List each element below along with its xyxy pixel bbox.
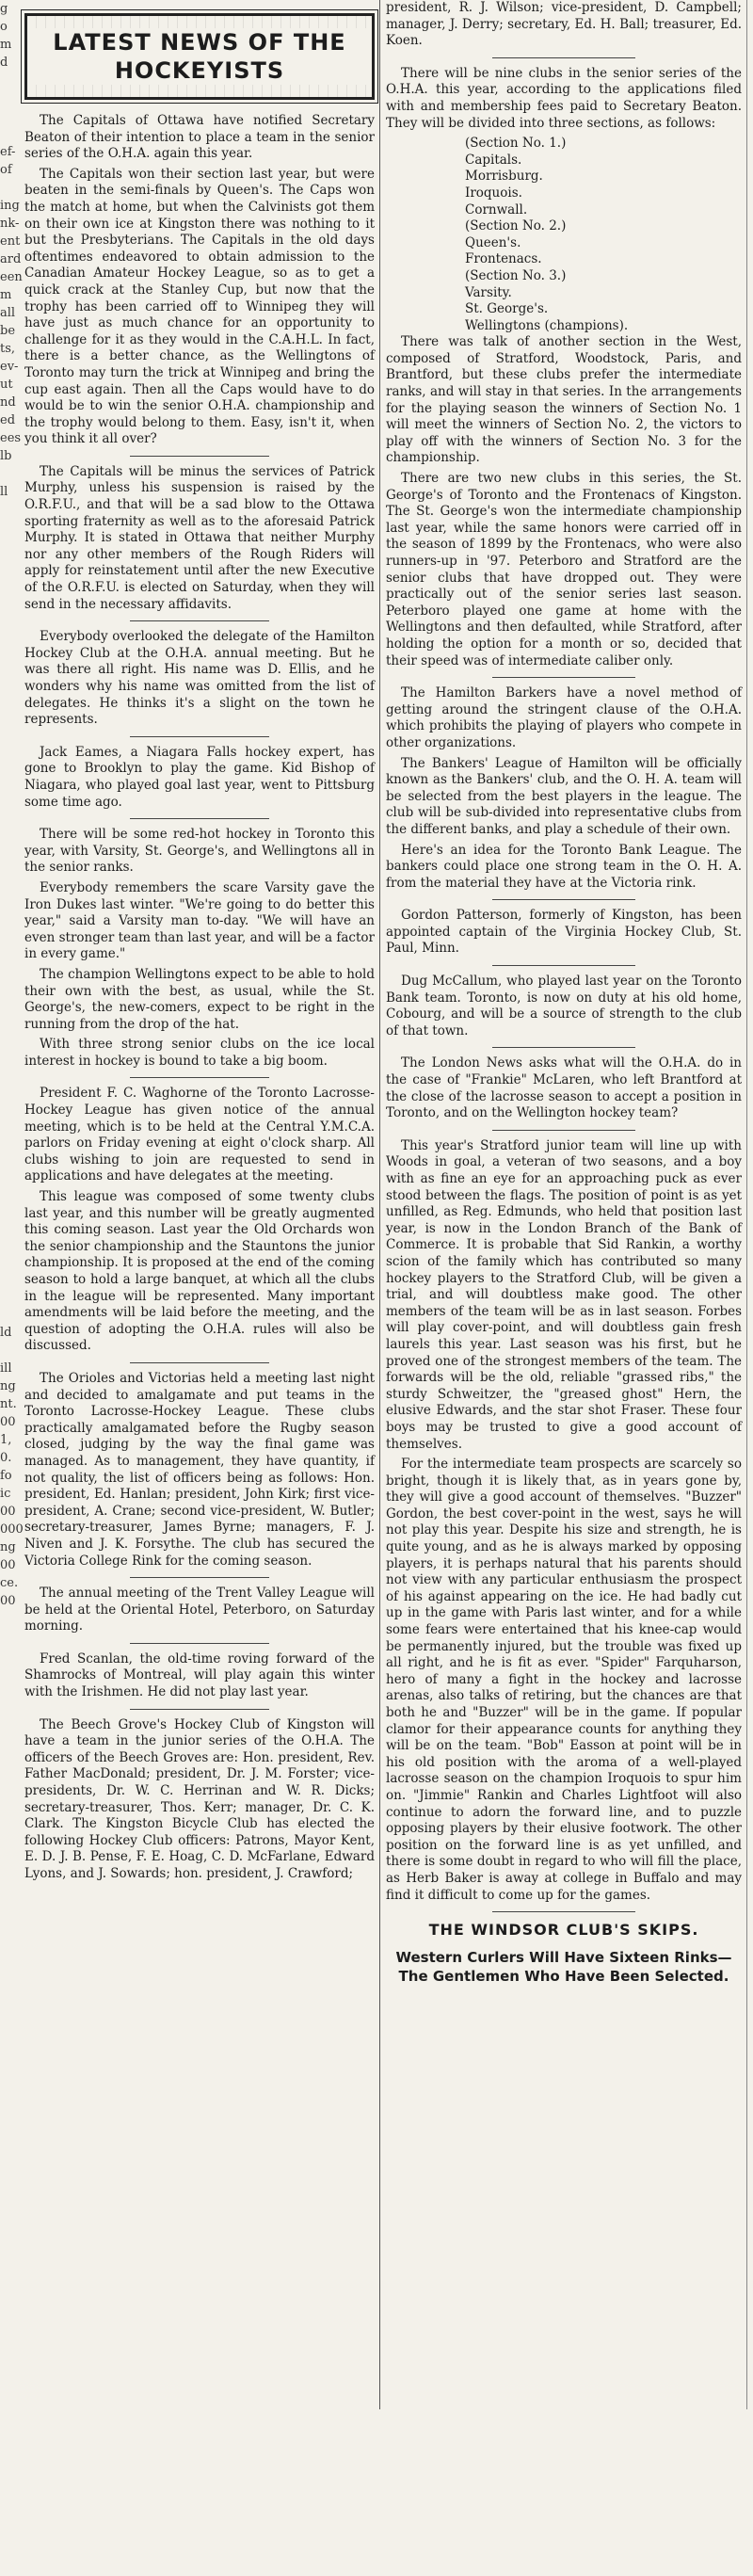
subhead-deck: Western Curlers Will Have Sixteen Rinks—The Gentlemen Who Have Been Selected. bbox=[395, 1948, 732, 1985]
margin-fragment bbox=[0, 1020, 19, 1038]
margin-fragment bbox=[0, 680, 19, 698]
section-list-item: Wellingtons (champions). bbox=[465, 317, 629, 333]
margin-fragment: ed bbox=[0, 413, 16, 427]
margin-fragment bbox=[0, 877, 19, 894]
margin-fragment bbox=[0, 2093, 19, 2111]
article-paragraph: The Capitals won their section last year, but were beaten in the semi-finals by Queen's. The Caps won the match at home, but when the Calvinists got them on their own ice at Kingston there was nothing to it but the Presbyterians. The Capitals in the old days oftentimes endeavored to obtain admission to the Canadian Amateur Hockey League, so as to get a quick crack at the Stanley Cup, but now that the trophy has been carried off to Winnipeg they will have just as much chance for an opportunity to challenge for it as they would in the C.A.H.L. In fact, there is a better chance, as the Wellingtons of Toronto may turn the trick at Winnipeg and bring the cup east again. Then all the Caps would have to do would be to win the senior O.H.A. championship and the trophy would belong to them. Easy, isn't it, when you think it all over? bbox=[24, 166, 375, 447]
margin-fragment bbox=[0, 1646, 19, 1664]
separator-rule bbox=[130, 736, 270, 737]
margin-fragment bbox=[0, 805, 19, 823]
separator-rule bbox=[130, 620, 270, 621]
article-paragraph: The Orioles and Victorias held a meeting last night and decided to amalgamate and put teams in the Toronto Lacrosse-Hockey League. These clubs practically amalgamated before the Rugby season closed, judging by the way the final game was managed. As to management, they have quantity, if not quality, the list of officers being as follows: Hon. president, Ed. Hanlan; president, John Kirk; first vice-president, A. Crane; second vice-president, W. Butler; secretary-treasurer, James Byrne; managers, F. J. Niven and J. K. Forsythe. The club has secured the Victoria College Rink for the coming season. bbox=[24, 1370, 375, 1569]
article-paragraph: There was talk of another section in the West, composed of Stratford, Woodstock, Paris, and Brantford, but these clubs prefer the intermediate ranks, and will stay in that series. In the arrangements for the playing season the winners of Section No. 1 will meet the winners of Section No. 2, the victors to play off with the winners of Section No. 3 for the championship. bbox=[386, 334, 742, 466]
margin-fragment bbox=[0, 859, 19, 877]
margin-fragment bbox=[0, 2182, 19, 2200]
separator-rule bbox=[492, 1130, 634, 1131]
margin-fragment bbox=[0, 2326, 19, 2343]
margin-fragment bbox=[0, 769, 19, 787]
margin-fragment: all bbox=[0, 306, 16, 320]
article-paragraph: There will be some red-hot hockey in Toronto this year, with Varsity, St. George's, and Wellingtons all in the senior ranks. bbox=[24, 827, 375, 876]
margin-fragment bbox=[0, 1682, 19, 1699]
section-list bbox=[465, 136, 742, 334]
article-paragraph: The Hamilton Barkers have a novel method of getting around the stringent clause of the O.H.A. which prohibits the playing of players who compete in other organizations. bbox=[386, 685, 742, 750]
section-list-item: (Section No. 3.) bbox=[465, 267, 567, 283]
margin-fragment bbox=[0, 2200, 19, 2218]
margin-fragment bbox=[0, 2361, 19, 2379]
separator-rule bbox=[130, 1709, 270, 1710]
margin-fragment bbox=[0, 1163, 19, 1181]
margin-fragment bbox=[0, 1843, 19, 1860]
margin-fragment: nk- bbox=[0, 217, 20, 231]
margin-fragment bbox=[0, 966, 19, 984]
margin-fragment bbox=[0, 2075, 19, 2093]
margin-fragment: nd bbox=[0, 395, 16, 410]
margin-fragment bbox=[0, 2451, 19, 2469]
margin-fragment bbox=[0, 1753, 19, 1771]
margin-fragment: m bbox=[0, 288, 12, 302]
margin-fragment bbox=[0, 2165, 19, 2182]
article-paragraph: Here's an idea for the Toronto Bank League. The bankers could place one strong team in the O. H. A. from the material they have at the Victoria rink. bbox=[386, 842, 742, 891]
margin-fragment bbox=[0, 2290, 19, 2308]
article-paragraph: Gordon Patterson, formerly of Kingston, has been appointed captain of the Virginia Hockey Club, St. Paul, Minn. bbox=[386, 908, 742, 957]
article-paragraph: The Capitals will be minus the services of Patrick Murphy, unless his suspension is raised by the O.R.F.U., and that will be a sad blow to the Ottawa sporting fraternity as well as to the aforesaid Patrick Murphy. It is stated in Ottawa that neither Murphy nor any other members of the Rough Riders will apply for reinstatement until after the new Executive of the O.R.F.U. is elected on Saturday, when they will send in the necessary affidavits. bbox=[24, 463, 375, 612]
section-list-item: Capitals. bbox=[465, 152, 522, 168]
margin-fragment bbox=[0, 1127, 19, 1145]
margin-fragment bbox=[0, 537, 19, 555]
separator-rule bbox=[130, 1077, 270, 1078]
margin-fragment bbox=[0, 787, 19, 805]
margin-fragment: ng bbox=[0, 1379, 16, 1393]
margin-fragment: 00 bbox=[0, 1415, 16, 1429]
margin-fragment bbox=[0, 1717, 19, 1735]
margin-fragment bbox=[0, 1002, 19, 1020]
margin-fragment bbox=[0, 1199, 19, 1216]
margin-fragment bbox=[0, 2218, 19, 2236]
margin-fragment bbox=[0, 1306, 19, 1324]
margin-fragment bbox=[0, 501, 19, 519]
separator-rule bbox=[130, 818, 270, 819]
subhead-title: THE WINDSOR CLUB'S SKIPS. bbox=[428, 1921, 699, 1940]
margin-fragment: ees bbox=[0, 431, 22, 445]
margin-fragment: ef- bbox=[0, 145, 16, 159]
margin-fragment bbox=[0, 2272, 19, 2290]
article-paragraph: President F. C. Waghorne of the Toronto Lacrosse-Hockey League has given notice of the annual meeting, which is to be held at the Central Y.M.C.A. parlors on Friday evening at eight o'clock sharp. All clubs wishing to join are requested to send in applications and have delegates at the meeting. bbox=[24, 1086, 375, 1184]
margin-fragment bbox=[0, 72, 19, 89]
margin-fragment bbox=[0, 1091, 19, 1109]
margin-fragment: 000 bbox=[0, 1522, 24, 1537]
margin-fragment: ld bbox=[0, 1326, 12, 1340]
margin-fragment bbox=[0, 2343, 19, 2361]
headline-box bbox=[24, 13, 375, 100]
margin-fragment bbox=[0, 2236, 19, 2254]
margin-fragment bbox=[0, 1610, 19, 1628]
margin-fragment bbox=[0, 841, 19, 859]
margin-fragment: o bbox=[0, 20, 8, 34]
article-paragraph: Everybody overlooked the delegate of the Hamilton Hockey Club at the O.H.A. annual meeting. But he was there all right. His name was D. Ellis, and he wonders why his name was omitted from the list of delegates. He thinks it's a slight on the town he represents. bbox=[24, 629, 375, 728]
margin-fragment bbox=[0, 2004, 19, 2021]
article-paragraph: There will be nine clubs in the senior series of the O.H.A. this year, according to the applications filed with and membership fees paid to Secretary Beaton. They will be divided into three sections, as follows: bbox=[386, 65, 742, 131]
margin-fragment bbox=[0, 1950, 19, 1968]
margin-fragment bbox=[0, 662, 19, 680]
section-list-item: Varsity. bbox=[465, 284, 512, 300]
margin-fragment bbox=[0, 1270, 19, 1288]
margin-fragment bbox=[0, 2147, 19, 2165]
margin-fragment: ng bbox=[0, 1540, 16, 1554]
margin-fragment: ut bbox=[0, 378, 13, 392]
margin-fragment bbox=[0, 2522, 19, 2540]
headline: LATEST NEWS OF THE HOCKEYISTS bbox=[27, 28, 372, 85]
margin-fragment bbox=[0, 1252, 19, 1270]
margin-fragment bbox=[0, 2487, 19, 2504]
margin-fragment: of bbox=[0, 163, 12, 177]
separator-rule bbox=[130, 1643, 270, 1644]
article-paragraph: For the intermediate team prospects are scarcely so bright, though it is likely that, as in years gone by, they will give a good account of themselves. "Buzzer" Gordon, the best cover-point in the west, says he will not play this year. Despite his size and strength, he is quite young, and as he is always marked by opposing players, it is perhaps natural that his parents should not view with any particular enthusiasm the prospect of his against appearing on the ice. He had badly cut up in the game with Paris last winter, and for a while some fears were entertained that his knee-cap would be permanently injured, but the trouble was fixed up all right, and he is fit as ever. "Spider" Farquharson, hero of many a fight in the hockey and lacrosse arenas, also talks of retiring, but the chances are that both he and "Buzzer" will be in the game. If popular clamor for their appearance counts for anything they will be on the team. "Bob" Easson at point will be in his old position with the aroma of a well-played lacrosse season on the champion Iroquois to spur him on. "Jimmie" Rankin and Charles Lightfoot will also continue to adorn the forward line, and to puzzle opposing players by their elusive footwork. The other position on the forward line is as yet unfilled, and there is some doubt in regard to who will fill the place, as Herb Baker is away at college in Buffalo and may find it difficult to come up for the games. bbox=[386, 1457, 742, 1903]
article-paragraph: The Bankers' League of Hamilton will be officially known as the Bankers' club, and the O. H. A. team will be selected from the best players in the league. The club will be sub-divided into representative clubs from the different banks, and play a schedule of their own. bbox=[386, 755, 742, 837]
margin-fragment: g bbox=[0, 2, 8, 16]
right-column bbox=[386, 0, 742, 2409]
margin-fragment: fo bbox=[0, 1469, 12, 1483]
margin-fragment bbox=[0, 626, 19, 644]
left-column bbox=[24, 0, 375, 2409]
margin-fragment bbox=[0, 1216, 19, 1234]
margin-fragment: ill bbox=[0, 1361, 12, 1376]
margin-fragment bbox=[0, 1968, 19, 1986]
margin-fragment bbox=[0, 984, 19, 1002]
margin-fragment bbox=[0, 1288, 19, 1306]
margin-fragment bbox=[0, 465, 19, 483]
margin-fragment bbox=[0, 179, 19, 197]
margin-fragment bbox=[0, 823, 19, 841]
margin-fragment: ent bbox=[0, 234, 21, 249]
margin-fragment: m bbox=[0, 38, 12, 52]
margin-fragment bbox=[0, 1628, 19, 1646]
margin-fragment bbox=[0, 2469, 19, 2487]
margin-fragment bbox=[0, 2558, 19, 2576]
margin-fragment bbox=[0, 89, 19, 107]
margin-fragment: lb bbox=[0, 449, 12, 463]
article-paragraph: The annual meeting of the Trent Valley League will be held at the Oriental Hotel, Peterboro, on Saturday morning. bbox=[24, 1586, 375, 1634]
margin-fragment: ing bbox=[0, 199, 20, 213]
article-paragraph: The London News asks what will the O.H.A. do in the case of "Frankie" McLaren, who left Brantford at the close of the lacrosse season to accept a position in Toronto, and on the Wellington hockey team? bbox=[386, 1055, 742, 1121]
margin-fragment bbox=[0, 716, 19, 733]
margin-fragment bbox=[0, 1073, 19, 1091]
margin-fragment bbox=[0, 1914, 19, 1932]
margin-fragment bbox=[0, 1932, 19, 1950]
left-column-body bbox=[24, 113, 375, 1883]
article-paragraph: Dug McCallum, who played last year on the Toronto Bank team. Toronto, is now on duty at his old home, Cobourg, and will be a source of strength to the club of that town. bbox=[386, 974, 742, 1038]
margin-fragment bbox=[0, 912, 19, 930]
separator-rule bbox=[492, 57, 634, 58]
margin-fragment bbox=[0, 1789, 19, 1807]
margin-fragment bbox=[0, 1342, 19, 1360]
right-edge-rule bbox=[746, 0, 747, 2409]
margin-fragment: ll bbox=[0, 485, 8, 499]
margin-fragment bbox=[0, 948, 19, 966]
margin-fragment bbox=[0, 1860, 19, 1878]
section-list-item: Iroquois. bbox=[465, 185, 522, 201]
margin-fragment bbox=[0, 2039, 19, 2057]
margin-fragment: ce. bbox=[0, 1576, 19, 1590]
margin-fragment bbox=[0, 590, 19, 608]
article-paragraph: There are two new clubs in this series, the St. George's of Toronto and the Frontenacs of Kingston. The St. George's won the intermediate championship last year, while the same honors were carried off in the season of 1899 by the Frontenacs, who were also runners-up in '97. Peterboro and Stratford are the senior clubs that have dropped out. They were practically out of the senior series last season. Peterboro played one game at home with the Wellingtons and then defaulted, while Stratford, after holding the option for a month or so, decided that their speed was of intermediate caliber only. bbox=[386, 471, 742, 668]
margin-fragment bbox=[0, 1699, 19, 1717]
margin-fragment bbox=[0, 2415, 19, 2433]
separator-rule bbox=[130, 1577, 270, 1578]
article-paragraph: The Beech Grove's Hockey Club of Kingston will have a team in the junior series of the O.H.A. The officers of the Beech Groves are: Hon. president, Rev. Father MacDonald; president, Dr. J. M. Forster; vice-presidents, Dr. W. C. Herrinan and W. R. Dicks; secretary-treasurer, Thos. Kerr; manager, Dr. C. K. Clark. The Kingston Bicycle Club has elected the following Hockey Club officers: Patrons, Mayor Kent, E. D. J. B. Pense, F. E. Hoag, C. D. McFarlane, Edward Lyons, and J. Sowards; hon. president, J. Crawford; bbox=[24, 1716, 375, 1881]
margin-fragment bbox=[0, 733, 19, 751]
margin-fragment bbox=[0, 555, 19, 572]
margin-fragment bbox=[0, 519, 19, 537]
margin-fragment bbox=[0, 1109, 19, 1127]
margin-fragment bbox=[0, 2433, 19, 2451]
margin-fragment: 00 bbox=[0, 1594, 16, 1608]
section-list-item: (Section No. 2.) bbox=[465, 218, 567, 234]
section-list-item: Frontenacs. bbox=[465, 251, 542, 267]
margin-fragment: nt. bbox=[0, 1397, 17, 1411]
margin-fragment: ev- bbox=[0, 360, 19, 374]
margin-fragment bbox=[0, 1234, 19, 1252]
article-paragraph: president, R. J. Wilson; vice-president, D. Campbell; manager, J. Derry; secretary, Ed. H. Ball; treasurer, Ed. Koen. bbox=[386, 0, 742, 49]
article-paragraph: The Capitals of Ottawa have notified Secretary Beaton of their intention to place a team in the senior series of the O.H.A. again this year. bbox=[24, 113, 375, 162]
margin-fragment bbox=[0, 1181, 19, 1199]
margin-fragment bbox=[0, 2021, 19, 2039]
separator-rule bbox=[492, 1047, 634, 1048]
margin-fragment bbox=[0, 2540, 19, 2558]
margin-fragment bbox=[0, 1145, 19, 1163]
section-list-item: Morrisburg. bbox=[465, 169, 543, 185]
article-paragraph: The champion Wellingtons expect to be able to hold their own with the best, as usual, while the St. George's, the new-comers, expect to be right in the running from the drop of the hat. bbox=[24, 966, 375, 1032]
article-paragraph: Fred Scanlan, the old-time roving forward of the Shamrocks of Montreal, will play again this winter with the Irishmen. He did not play last year. bbox=[24, 1650, 375, 1700]
article-paragraph: With three strong senior clubs on the ice local interest in hockey is bound to take a big boom. bbox=[24, 1037, 375, 1069]
margin-fragment bbox=[0, 894, 19, 912]
margin-fragment bbox=[0, 2397, 19, 2415]
margin-fragment bbox=[0, 1664, 19, 1682]
margin-fragment: 1, bbox=[0, 1433, 12, 1447]
article-paragraph: Jack Eames, a Niagara Falls hockey expert, has gone to Brooklyn to play the game. Kid Bishop of Niagara, who played goal last year, went to Pittsburg some time ago. bbox=[24, 744, 375, 810]
margin-fragment bbox=[0, 2254, 19, 2272]
margin-fragment bbox=[0, 608, 19, 626]
separator-rule bbox=[492, 1911, 634, 1912]
margin-fragment bbox=[0, 1878, 19, 1896]
separator-rule bbox=[130, 456, 270, 457]
margin-fragment bbox=[0, 2129, 19, 2147]
margin-fragment bbox=[0, 1735, 19, 1753]
margin-fragment bbox=[0, 698, 19, 716]
margin-fragment: d bbox=[0, 56, 8, 70]
article-paragraph: This year's Stratford junior team will line up with Woods in goal, a veteran of two seasons, and a boy with as fine an eye for an approaching puck as ever stood between the flags. The position of point is as yet unfilled, as Reg. Edmunds, who held that position last year, is now in the London Branch of the Bank of Commerce. It is probable that Sid Rankin, a worthy scion of the family which has contributed so many hockey players to the Stratford Club, will be given a trial, and will doubtless make good. The other members of the team will be as in last season. Forbes will play cover-point, and will doubtless gain fresh laurels this year. Last season was his first, but he proved one of the strongest members of the team. The forwards will be the old, reliable "grassed ribs," the sturdy Schweitzer, the "greased ghost" Hern, the elusive Edwards, and the star shot Fraser. These four boys may be trusted to give a good account of themselves. bbox=[386, 1137, 742, 1452]
margin-fragment bbox=[0, 2111, 19, 2129]
margin-fragment: een bbox=[0, 270, 23, 284]
margin-fragment bbox=[0, 1807, 19, 1825]
section-list-item: Queen's. bbox=[465, 234, 521, 250]
section-list-item: St. George's. bbox=[465, 301, 549, 317]
left-margin-fragments bbox=[0, 0, 24, 2409]
margin-fragment bbox=[0, 107, 19, 125]
separator-rule bbox=[130, 1362, 270, 1363]
section-list-item: (Section No. 1.) bbox=[465, 136, 567, 152]
margin-fragment bbox=[0, 644, 19, 662]
margin-fragment: ic bbox=[0, 1487, 11, 1501]
column-rule bbox=[379, 0, 380, 2409]
separator-rule bbox=[492, 965, 634, 966]
article-paragraph: This league was composed of some twenty clubs last year, and this number will be greatly augmented this coming season. Last year the Old Orchards won the senior championship and the Stauntons the junior championship. It is proposed at the end of the coming season to hold a large banquet, at which all the clubs in the league will be represented. Many important amendments will be laid before the meeting, and the question of adopting the O.H.A. rules will also be discussed. bbox=[24, 1189, 375, 1354]
margin-fragment bbox=[0, 2504, 19, 2522]
margin-fragment bbox=[0, 572, 19, 590]
margin-fragment bbox=[0, 2057, 19, 2075]
margin-fragment: ts, bbox=[0, 342, 16, 356]
margin-fragment bbox=[0, 2379, 19, 2397]
margin-fragment bbox=[0, 1825, 19, 1843]
separator-rule bbox=[492, 899, 634, 900]
margin-fragment bbox=[0, 751, 19, 769]
margin-fragment bbox=[0, 125, 19, 143]
margin-fragment: ard bbox=[0, 252, 22, 266]
margin-fragment bbox=[0, 1771, 19, 1789]
article-paragraph: Everybody remembers the scare Varsity gave the Iron Dukes last winter. "We're going to do better this year," said a Varsity man to-day. "We will have an even stronger team than last year, and will be a factor in every game." bbox=[24, 879, 375, 962]
margin-fragment bbox=[0, 1038, 19, 1055]
margin-fragment bbox=[0, 1986, 19, 2004]
separator-rule bbox=[492, 677, 634, 678]
section-list-item: Cornwall. bbox=[465, 201, 528, 217]
margin-fragment bbox=[0, 2308, 19, 2326]
margin-fragment bbox=[0, 930, 19, 948]
margin-fragment bbox=[0, 1896, 19, 1914]
margin-fragment: 00 bbox=[0, 1558, 16, 1572]
margin-fragment bbox=[0, 1055, 19, 1073]
margin-fragment: 00 bbox=[0, 1505, 16, 1519]
margin-fragment: 0. bbox=[0, 1451, 12, 1465]
margin-fragment: be bbox=[0, 324, 16, 338]
